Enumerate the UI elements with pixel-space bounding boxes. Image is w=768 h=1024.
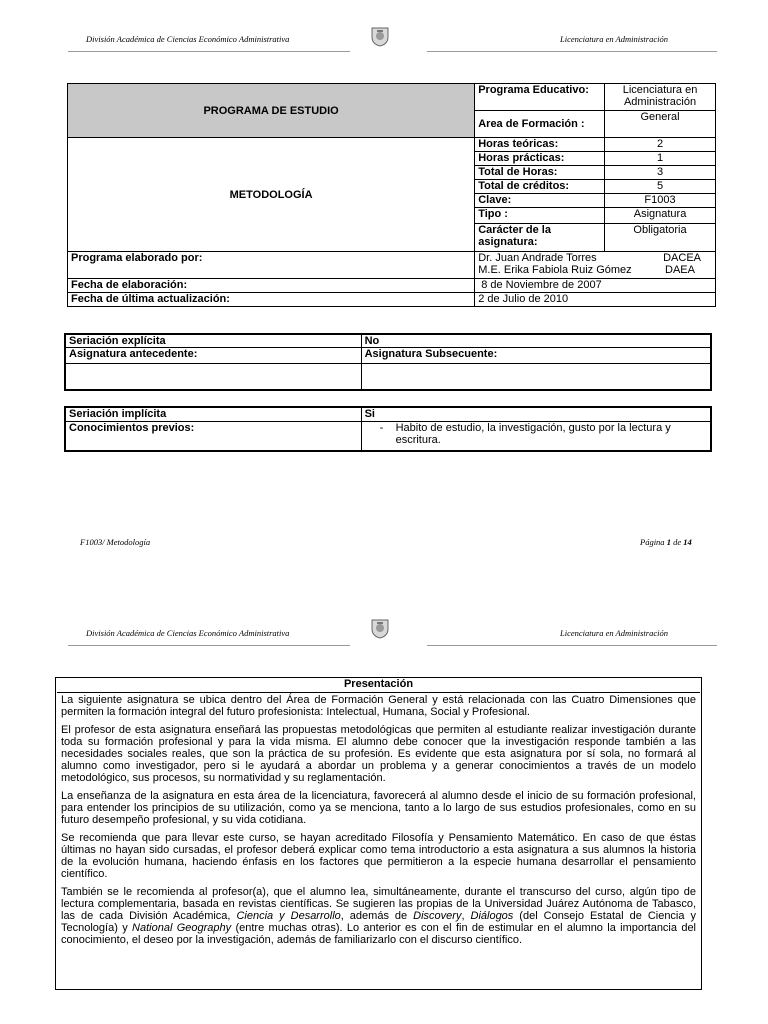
header-division-page2: División Académica de Ciencias Económico Administrativa (86, 628, 290, 638)
presentacion-paragraph-3: La enseñanza de la asignatura en esta área de la licenciatura, favorecerá al alumno desde el inicio de su formación profesional, para entender los principios de su utilización, como ya se menciona, tanto a lo largo de sus estudios profesionales, como en su futuro desempeño profesional, y su vida cotidiana. (61, 790, 696, 826)
subject-name: METODOLOGÍA (68, 138, 475, 252)
header-rule-left-page2 (68, 645, 350, 646)
subsecuente-label: Asignatura Subsecuente: (361, 348, 711, 364)
total-horas-value: 3 (605, 166, 716, 180)
header-division: División Académica de Ciencias Económico Administrativa (86, 34, 290, 44)
p5-text-a: También se le recomienda al profesor(a), que el alumno lea, simultáneamente, durante el transcurso del curso, algún tipo de lectura complementaria, basada en revistas científicas. Se sugieren las propias de la Universidad Juárez Autónoma de Tabasco, las de cada División Académica, (61, 886, 696, 922)
p5-discovery: Discovery (413, 910, 462, 922)
footer-page-total: 14 (683, 537, 692, 547)
seriacion-explicita-table (64, 333, 712, 391)
author-2-name: M.E. Erika Fabiola Ruiz Gómez (478, 264, 632, 276)
p5-text-d: (del Consejo Estatal de Ciencia y Tecnología) y (61, 910, 696, 934)
program-educativo-label: Programa Educativo: (475, 84, 605, 111)
tipo-value: Asignatura (605, 208, 716, 224)
horas-practicas-label: Horas prácticas: (475, 152, 605, 166)
header-rule-left (68, 51, 350, 52)
clave-label: Clave: (475, 194, 605, 208)
total-horas-label: Total de Horas: (475, 166, 605, 180)
antecedente-value (65, 364, 361, 390)
footer-of-word: de (673, 537, 682, 547)
area-formacion-value: General (605, 111, 716, 138)
presentacion-paragraph-1: La siguiente asignatura se ubica dentro del Área de Formación General y está relacionada con las Cuatro Dimensiones que permiten la formación integral del futuro profesionista: Intelectual, Humana, Social y Profesional. (61, 694, 696, 718)
caracter-label: Carácter de la asignatura: (475, 224, 605, 252)
presentacion-paragraph-2: El profesor de esta asignatura enseñará las propuestas metodológicas que permiten al estudiante realizar investigación durante toda su formación profesional y para la vida misma. El alumno debe conocer que la investigación responde también a las necesidades sociales reales, que son la práctica de su profesión. Es evidente que esta asignatura por sí sola, no formará al alumno como investigador, pero si le ayudará a abordar un problema y a generar conocimientos a través de un modelo metodológico, sus procesos, su normatividad y su reglamentación. (61, 724, 696, 784)
seriacion-explicita-label: Seriación explícita (65, 334, 361, 348)
horas-teoricas-label: Horas teóricas: (475, 138, 605, 152)
presentacion-paragraph-5 (61, 886, 696, 946)
p5-text-b: , además de (340, 910, 414, 922)
author-1-unit: DACEA (663, 252, 701, 264)
area-formacion-label: Area de Formación : (475, 111, 605, 138)
fecha-actualizacion-label: Fecha de última actualización: (68, 293, 475, 307)
conocimientos-cell (361, 421, 711, 451)
author-1-name: Dr. Juan Andrade Torres (478, 252, 597, 264)
header-rule-right-page2 (427, 645, 717, 646)
p5-dialogos: Diálogos (470, 910, 514, 922)
header-program: Licenciatura en Administración (560, 34, 668, 44)
subsecuente-value (361, 364, 711, 390)
footer-page-current: 1 (666, 537, 671, 547)
authors-cell (475, 252, 716, 279)
presentacion-title: Presentación (57, 678, 700, 693)
university-seal-icon (370, 25, 390, 47)
program-title: PROGRAMA DE ESTUDIO (68, 84, 475, 138)
antecedente-label: Asignatura antecedente: (65, 348, 361, 364)
clave-value: F1003 (605, 194, 716, 208)
caracter-value: Obligatoria (605, 224, 716, 252)
program-info-table (67, 83, 716, 307)
p5-text-e: (entre muchas otras). Lo anterior es con el fin de estimular en el alumno la importancia del conocimiento, el deseo por la investigación, además de familiarizarlo con el discurso científico. (61, 922, 696, 946)
conocimientos-bullet: - (379, 421, 384, 434)
presentacion-body (56, 693, 701, 946)
presentacion-box (55, 677, 702, 990)
author-2-unit: DAEA (665, 264, 695, 276)
seriacion-implicita-value: Si (361, 407, 711, 421)
seriacion-explicita-value: No (361, 334, 711, 348)
header-program-page2: Licenciatura en Administración (560, 628, 668, 638)
program-educativo-value: Licenciatura en Administración (605, 84, 716, 111)
footer-code: F1003/ Metodología (80, 537, 151, 547)
conocimientos-value: Habito de estudio, la investigación, gusto por la lectura y escritura. (395, 421, 671, 446)
tipo-label: Tipo : (475, 208, 605, 224)
p5-ciencia-desarrollo: Ciencia y Desarrollo (236, 910, 341, 922)
seriacion-implicita-label: Seriación implícita (65, 407, 361, 421)
header-rule-right (427, 51, 717, 52)
elaborado-por-label: Programa elaborado por: (68, 252, 475, 279)
presentacion-paragraph-4: Se recomienda que para llevar este curso, se hayan acreditado Filosofía y Pensamiento Matemático. En caso de que éstas últimas no hayan sido cursadas, el profesor deberá explicar como tema introductorio a esta asignatura a sus alumnos la historia de la evolución humana, haciendo énfasis en los factores que permitieron a la especie humana desarrollar el pensamiento científico. (61, 832, 696, 880)
horas-teoricas-value: 2 (605, 138, 716, 152)
horas-practicas-value: 1 (605, 152, 716, 166)
seriacion-implicita-table (64, 406, 712, 452)
fecha-actualizacion-value: 2 de Julio de 2010 (475, 293, 716, 307)
footer-page-word: Página (640, 537, 665, 547)
p5-text-c: , (461, 910, 471, 922)
conocimientos-label: Conocimientos previos: (65, 421, 361, 451)
university-seal-icon-page2 (370, 617, 390, 639)
fecha-elaboracion-label: Fecha de elaboración: (68, 279, 475, 293)
p5-national-geography: National Geography (132, 922, 232, 934)
total-creditos-label: Total de créditos: (475, 180, 605, 194)
total-creditos-value: 5 (605, 180, 716, 194)
footer-page-number (640, 537, 692, 547)
fecha-elaboracion-value: 8 de Noviembre de 2007 (475, 279, 716, 293)
